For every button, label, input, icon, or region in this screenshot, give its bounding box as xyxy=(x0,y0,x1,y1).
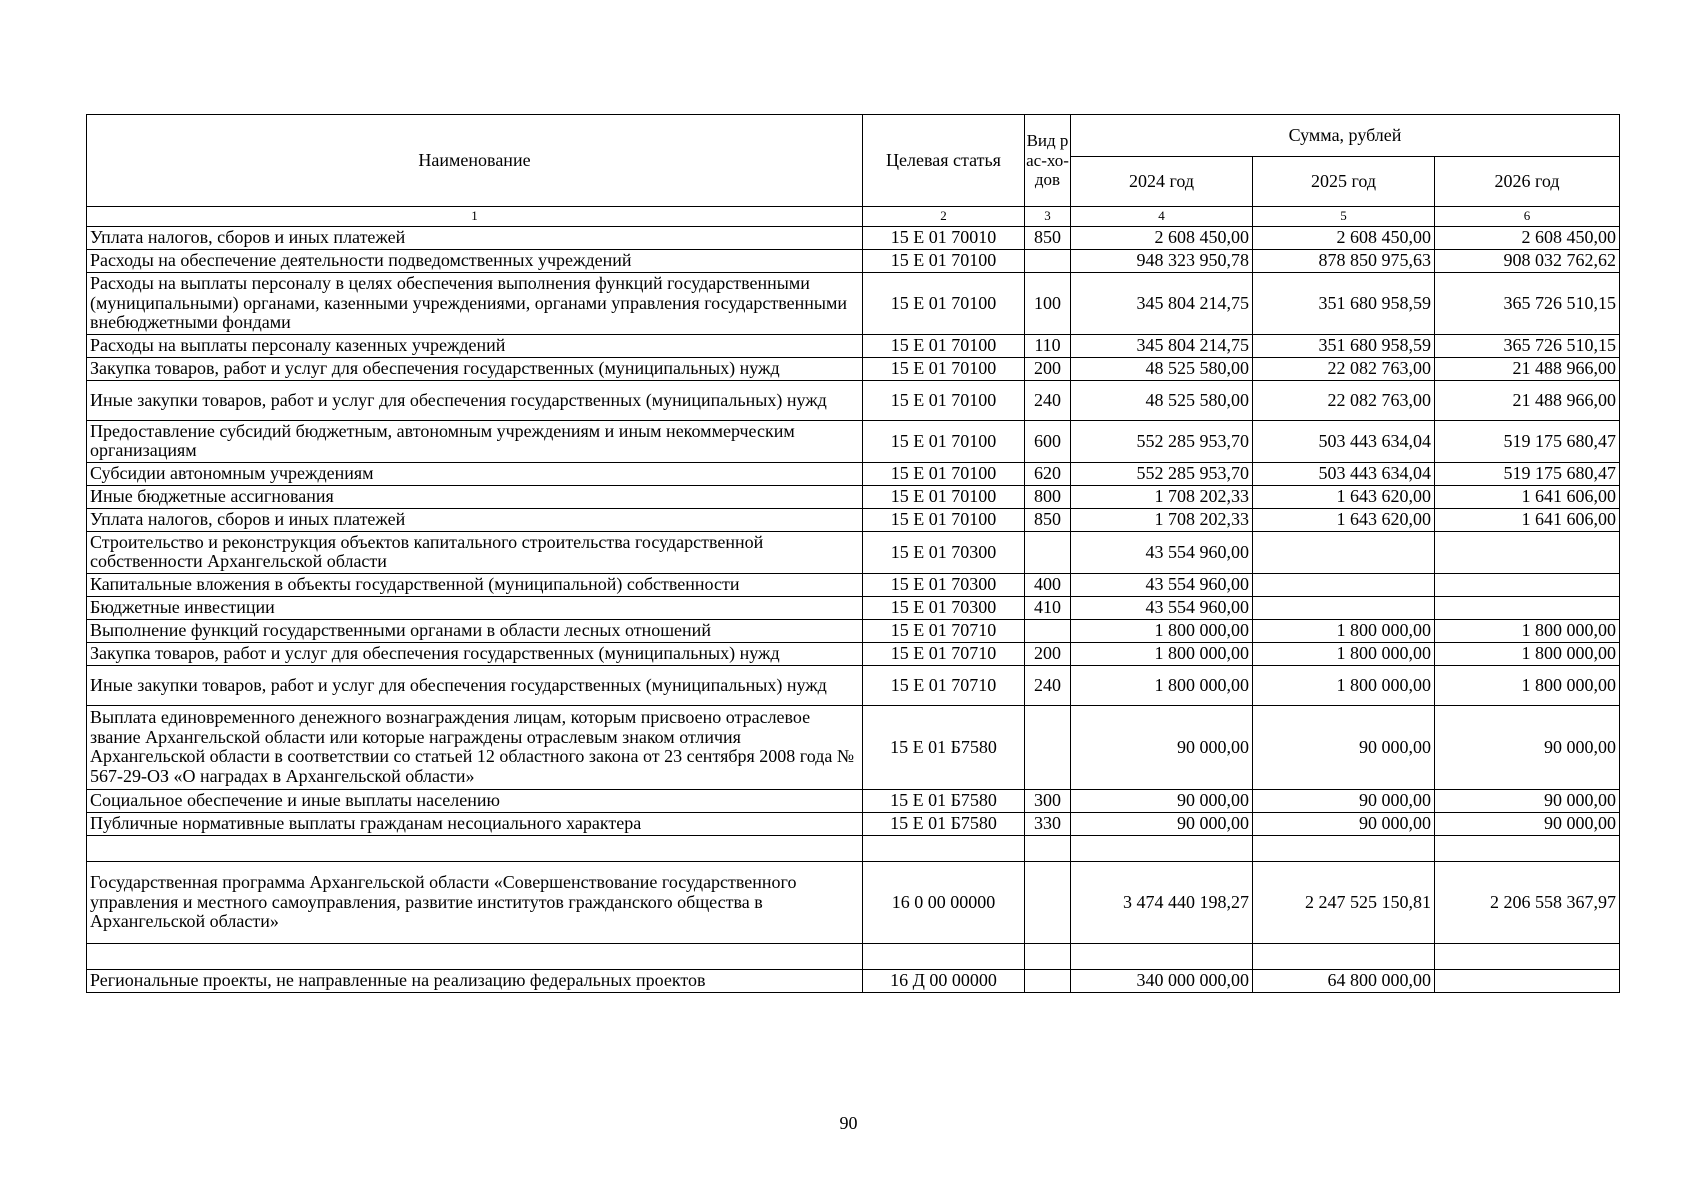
row-name: Государственная программа Архангельской области «Совершенствование государственного управления и местного самоуправления, развитие институтов гражданского общества в Архангельской области» xyxy=(87,861,863,943)
row-name: Региональные проекты, не направленные на реализацию федеральных проектов xyxy=(87,969,863,992)
row-target-article: 15 Е 01 Б7580 xyxy=(863,812,1025,835)
row-expense-type: 240 xyxy=(1025,381,1071,421)
table-body xyxy=(87,227,1620,993)
row-expense-type: 620 xyxy=(1025,462,1071,485)
row-name: Выполнение функций государственными органами в области лесных отношений xyxy=(87,619,863,642)
row-sum-2025: 2 247 525 150,81 xyxy=(1253,861,1435,943)
row-expense-type: 200 xyxy=(1025,642,1071,665)
row-sum-2025: 22 082 763,00 xyxy=(1253,381,1435,421)
row-name: Строительство и реконструкция объектов капитального строительства государственной собственности Архангельской области xyxy=(87,531,863,573)
row-expense-type xyxy=(1025,250,1071,273)
row-expense-type: 410 xyxy=(1025,596,1071,619)
row-target-article: 15 Е 01 70100 xyxy=(863,381,1025,421)
row-expense-type: 600 xyxy=(1025,421,1071,463)
row-target-article: 15 Е 01 70300 xyxy=(863,531,1025,573)
budget-table xyxy=(86,114,1620,993)
row-sum-2025 xyxy=(1253,573,1435,596)
row-sum-2024: 1 800 000,00 xyxy=(1071,665,1253,705)
row-target-article: 15 Е 01 70100 xyxy=(863,462,1025,485)
row-expense-type: 330 xyxy=(1025,812,1071,835)
row-sum-2024: 1 800 000,00 xyxy=(1071,619,1253,642)
header-year-2024: 2024 год xyxy=(1071,157,1253,207)
row-sum-2025: 1 800 000,00 xyxy=(1253,665,1435,705)
table-row xyxy=(87,462,1620,485)
table-row xyxy=(87,665,1620,705)
row-name: Субсидии автономным учреждениям xyxy=(87,462,863,485)
row-sum-2026: 908 032 762,62 xyxy=(1435,250,1620,273)
row-name: Расходы на выплаты персоналу в целях обеспечения выполнения функций государственными (муниципальными) органами, казенными учреждениями, органами управления государственными внебюджетными фондами xyxy=(87,273,863,335)
column-number: 3 xyxy=(1025,207,1071,227)
row-sum-2025: 1 800 000,00 xyxy=(1253,619,1435,642)
table-row xyxy=(87,250,1620,273)
row-name: Иные закупки товаров, работ и услуг для обеспечения государственных (муниципальных) нужд xyxy=(87,665,863,705)
row-sum-2026: 2 608 450,00 xyxy=(1435,227,1620,250)
row-target-article: 15 Е 01 70300 xyxy=(863,596,1025,619)
row-sum-2025: 64 800 000,00 xyxy=(1253,969,1435,992)
table-row xyxy=(87,619,1620,642)
empty-cell xyxy=(1025,943,1071,969)
row-name: Бюджетные инвестиции xyxy=(87,596,863,619)
row-target-article: 15 Е 01 70300 xyxy=(863,573,1025,596)
row-name: Публичные нормативные выплаты гражданам несоциального характера xyxy=(87,812,863,835)
row-sum-2024: 345 804 214,75 xyxy=(1071,335,1253,358)
row-name: Предоставление субсидий бюджетным, автономным учреждениям и иным некоммерческим организациям xyxy=(87,421,863,463)
row-expense-type: 200 xyxy=(1025,358,1071,381)
row-target-article: 15 Е 01 70100 xyxy=(863,250,1025,273)
row-target-article: 15 Е 01 70100 xyxy=(863,485,1025,508)
row-target-article: 15 Е 01 70100 xyxy=(863,508,1025,531)
row-target-article: 16 0 00 00000 xyxy=(863,861,1025,943)
row-sum-2025 xyxy=(1253,531,1435,573)
header-name: Наименование xyxy=(87,115,863,207)
row-name: Закупка товаров, работ и услуг для обеспечения государственных (муниципальных) нужд xyxy=(87,358,863,381)
empty-cell xyxy=(863,835,1025,861)
column-number: 2 xyxy=(863,207,1025,227)
row-sum-2024: 1 708 202,33 xyxy=(1071,508,1253,531)
row-sum-2026: 1 800 000,00 xyxy=(1435,665,1620,705)
table-row xyxy=(87,642,1620,665)
row-expense-type: 400 xyxy=(1025,573,1071,596)
row-expense-type: 800 xyxy=(1025,485,1071,508)
row-sum-2025: 503 443 634,04 xyxy=(1253,421,1435,463)
table-spacer-row xyxy=(87,943,1620,969)
row-sum-2025 xyxy=(1253,596,1435,619)
row-target-article: 15 Е 01 70010 xyxy=(863,227,1025,250)
table-row xyxy=(87,596,1620,619)
table-row xyxy=(87,705,1620,789)
row-sum-2025: 1 643 620,00 xyxy=(1253,485,1435,508)
row-sum-2026: 21 488 966,00 xyxy=(1435,381,1620,421)
row-name: Расходы на выплаты персоналу казенных учреждений xyxy=(87,335,863,358)
row-sum-2026: 519 175 680,47 xyxy=(1435,421,1620,463)
row-name: Иные закупки товаров, работ и услуг для обеспечения государственных (муниципальных) нужд xyxy=(87,381,863,421)
row-expense-type xyxy=(1025,705,1071,789)
table-row xyxy=(87,812,1620,835)
empty-cell xyxy=(1253,943,1435,969)
table-row xyxy=(87,531,1620,573)
row-sum-2026: 90 000,00 xyxy=(1435,789,1620,812)
empty-cell xyxy=(87,943,863,969)
row-sum-2025: 878 850 975,63 xyxy=(1253,250,1435,273)
row-sum-2024: 1 708 202,33 xyxy=(1071,485,1253,508)
empty-cell xyxy=(863,943,1025,969)
row-target-article: 15 Е 01 70710 xyxy=(863,665,1025,705)
table-row xyxy=(87,861,1620,943)
table-spacer-row xyxy=(87,835,1620,861)
page-number: 90 xyxy=(839,1113,858,1133)
column-number: 4 xyxy=(1071,207,1253,227)
row-target-article: 15 Е 01 70710 xyxy=(863,619,1025,642)
row-target-article: 15 Е 01 70100 xyxy=(863,421,1025,463)
row-target-article: 15 Е 01 70100 xyxy=(863,335,1025,358)
row-sum-2026 xyxy=(1435,573,1620,596)
row-expense-type: 100 xyxy=(1025,273,1071,335)
row-sum-2026 xyxy=(1435,969,1620,992)
empty-cell xyxy=(1071,835,1253,861)
column-number: 6 xyxy=(1435,207,1620,227)
table-row xyxy=(87,227,1620,250)
row-sum-2024: 48 525 580,00 xyxy=(1071,381,1253,421)
table-row xyxy=(87,573,1620,596)
header-target-article: Целевая статья xyxy=(863,115,1025,207)
row-target-article: 15 Е 01 Б7580 xyxy=(863,789,1025,812)
row-sum-2026: 90 000,00 xyxy=(1435,705,1620,789)
table-row xyxy=(87,335,1620,358)
row-sum-2026: 2 206 558 367,97 xyxy=(1435,861,1620,943)
row-target-article: 15 Е 01 Б7580 xyxy=(863,705,1025,789)
row-sum-2025: 503 443 634,04 xyxy=(1253,462,1435,485)
row-sum-2025: 2 608 450,00 xyxy=(1253,227,1435,250)
row-target-article: 15 Е 01 70710 xyxy=(863,642,1025,665)
row-sum-2024: 90 000,00 xyxy=(1071,812,1253,835)
row-sum-2024: 340 000 000,00 xyxy=(1071,969,1253,992)
row-sum-2026: 519 175 680,47 xyxy=(1435,462,1620,485)
row-sum-2024: 43 554 960,00 xyxy=(1071,596,1253,619)
header-expense-type: Вид рас-хо-дов xyxy=(1025,115,1071,207)
row-sum-2026: 365 726 510,15 xyxy=(1435,273,1620,335)
row-sum-2026 xyxy=(1435,596,1620,619)
row-expense-type xyxy=(1025,531,1071,573)
row-sum-2026: 21 488 966,00 xyxy=(1435,358,1620,381)
row-sum-2024: 43 554 960,00 xyxy=(1071,531,1253,573)
row-sum-2026: 1 800 000,00 xyxy=(1435,642,1620,665)
row-sum-2024: 2 608 450,00 xyxy=(1071,227,1253,250)
table-row xyxy=(87,381,1620,421)
empty-cell xyxy=(1435,943,1620,969)
row-expense-type xyxy=(1025,861,1071,943)
row-sum-2024: 48 525 580,00 xyxy=(1071,358,1253,381)
table-row xyxy=(87,485,1620,508)
table-header xyxy=(87,115,1620,227)
row-target-article: 15 Е 01 70100 xyxy=(863,358,1025,381)
header-year-2025: 2025 год xyxy=(1253,157,1435,207)
row-sum-2025: 351 680 958,59 xyxy=(1253,273,1435,335)
empty-cell xyxy=(1071,943,1253,969)
row-sum-2024: 43 554 960,00 xyxy=(1071,573,1253,596)
row-sum-2025: 1 643 620,00 xyxy=(1253,508,1435,531)
table-row xyxy=(87,273,1620,335)
row-name: Иные бюджетные ассигнования xyxy=(87,485,863,508)
row-sum-2026: 365 726 510,15 xyxy=(1435,335,1620,358)
column-number: 5 xyxy=(1253,207,1435,227)
column-number-row xyxy=(87,207,1620,227)
row-name: Капитальные вложения в объекты государственной (муниципальной) собственности xyxy=(87,573,863,596)
row-sum-2026: 90 000,00 xyxy=(1435,812,1620,835)
row-sum-2025: 90 000,00 xyxy=(1253,812,1435,835)
empty-cell xyxy=(1253,835,1435,861)
empty-cell xyxy=(1435,835,1620,861)
row-expense-type: 300 xyxy=(1025,789,1071,812)
row-name: Социальное обеспечение и иные выплаты населению xyxy=(87,789,863,812)
row-target-article: 15 Е 01 70100 xyxy=(863,273,1025,335)
row-name: Закупка товаров, работ и услуг для обеспечения государственных (муниципальных) нужд xyxy=(87,642,863,665)
row-sum-2026 xyxy=(1435,531,1620,573)
row-sum-2026: 1 641 606,00 xyxy=(1435,508,1620,531)
row-name: Расходы на обеспечение деятельности подведомственных учреждений xyxy=(87,250,863,273)
row-name: Уплата налогов, сборов и иных платежей xyxy=(87,508,863,531)
row-expense-type xyxy=(1025,969,1071,992)
row-sum-2024: 345 804 214,75 xyxy=(1071,273,1253,335)
row-sum-2026: 1 800 000,00 xyxy=(1435,619,1620,642)
row-expense-type: 850 xyxy=(1025,227,1071,250)
row-sum-2024: 552 285 953,70 xyxy=(1071,462,1253,485)
row-expense-type: 110 xyxy=(1025,335,1071,358)
row-name: Выплата единовременного денежного вознаграждения лицам, которым присвоено отраслевое звание Архангельской области или которые награждены отраслевым знаком отличия Архангельской области в соответствии со статьей 12 областного закона от 23 сентября 2008 года № 567-29-ОЗ «О наградах в Архангельской области» xyxy=(87,705,863,789)
row-sum-2025: 351 680 958,59 xyxy=(1253,335,1435,358)
row-sum-2025: 90 000,00 xyxy=(1253,705,1435,789)
row-sum-2025: 90 000,00 xyxy=(1253,789,1435,812)
row-sum-2026: 1 641 606,00 xyxy=(1435,485,1620,508)
header-sum: Сумма, рублей xyxy=(1071,115,1620,157)
row-expense-type xyxy=(1025,619,1071,642)
table-row xyxy=(87,508,1620,531)
row-sum-2024: 948 323 950,78 xyxy=(1071,250,1253,273)
row-expense-type: 240 xyxy=(1025,665,1071,705)
row-name: Уплата налогов, сборов и иных платежей xyxy=(87,227,863,250)
table-row xyxy=(87,969,1620,992)
row-sum-2025: 1 800 000,00 xyxy=(1253,642,1435,665)
table-row xyxy=(87,421,1620,463)
row-sum-2024: 90 000,00 xyxy=(1071,789,1253,812)
row-sum-2025: 22 082 763,00 xyxy=(1253,358,1435,381)
row-sum-2024: 90 000,00 xyxy=(1071,705,1253,789)
row-target-article: 16 Д 00 00000 xyxy=(863,969,1025,992)
table-row xyxy=(87,358,1620,381)
empty-cell xyxy=(1025,835,1071,861)
row-expense-type: 850 xyxy=(1025,508,1071,531)
row-sum-2024: 3 474 440 198,27 xyxy=(1071,861,1253,943)
row-sum-2024: 1 800 000,00 xyxy=(1071,642,1253,665)
empty-cell xyxy=(87,835,863,861)
header-year-2026: 2026 год xyxy=(1435,157,1620,207)
column-number: 1 xyxy=(87,207,863,227)
row-sum-2024: 552 285 953,70 xyxy=(1071,421,1253,463)
table-row xyxy=(87,789,1620,812)
